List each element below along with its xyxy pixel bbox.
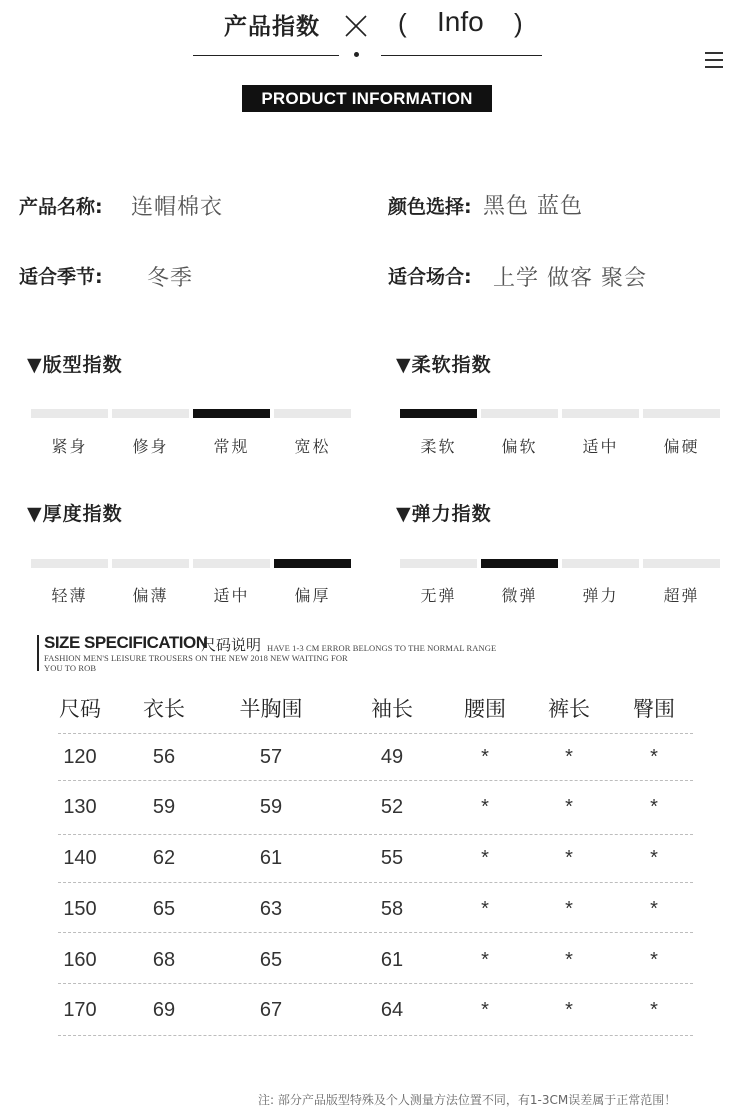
footer-note: 注: 部分产品版型特殊及个人测量方法位置不同，有1-3CM误差属于正常范围！ bbox=[258, 1093, 677, 1107]
table-cell: * bbox=[650, 796, 658, 818]
index-bar-selected bbox=[481, 559, 558, 568]
index-option-label: 偏薄 bbox=[132, 586, 169, 605]
page-title: 产品指数 bbox=[224, 14, 320, 40]
index-option-label: 紧身 bbox=[51, 437, 88, 456]
occasion-value: 上学 做客 聚会 bbox=[493, 266, 647, 291]
index-option-label: 弹力 bbox=[582, 586, 619, 605]
table-cell: * bbox=[650, 949, 658, 971]
index-bar bbox=[193, 559, 270, 568]
spec-title-en: SIZE SPECIFICATION bbox=[44, 633, 208, 652]
table-cell: * bbox=[650, 847, 658, 869]
table-cell: * bbox=[565, 746, 573, 768]
table-cell: * bbox=[481, 746, 489, 768]
index-bar bbox=[274, 409, 351, 418]
index-bar bbox=[112, 409, 189, 418]
color-value: 黑色 蓝色 bbox=[483, 194, 583, 219]
table-cell: 120 bbox=[63, 746, 97, 768]
header-divider-left bbox=[193, 55, 339, 56]
table-cell: * bbox=[481, 847, 489, 869]
table-cell: 52 bbox=[380, 796, 404, 818]
index-bar-selected bbox=[193, 409, 270, 418]
table-cell: * bbox=[650, 746, 658, 768]
table-cell: * bbox=[650, 898, 658, 920]
index-bar bbox=[562, 559, 639, 568]
table-row-divider bbox=[58, 780, 693, 781]
index-bar bbox=[112, 559, 189, 568]
index-bar bbox=[643, 409, 720, 418]
index-option-label: 柔软 bbox=[420, 437, 457, 456]
season-value: 冬季 bbox=[147, 266, 194, 291]
header-divider-right bbox=[381, 55, 542, 56]
index-bar bbox=[31, 559, 108, 568]
table-cell: 140 bbox=[63, 847, 97, 869]
table-cell: * bbox=[650, 999, 658, 1021]
table-header-cell: 衣长 bbox=[143, 697, 185, 721]
table-cell: 65 bbox=[259, 949, 283, 971]
table-cell: * bbox=[481, 999, 489, 1021]
index-option-label: 轻薄 bbox=[51, 586, 88, 605]
table-cell: * bbox=[565, 898, 573, 920]
table-cell: 130 bbox=[63, 796, 97, 818]
table-row-divider bbox=[58, 834, 693, 835]
table-cell: 69 bbox=[152, 999, 176, 1021]
table-cell: 49 bbox=[380, 746, 404, 768]
spec-title-cn: 尺码说明 bbox=[201, 636, 262, 654]
header-info-label: Info bbox=[437, 6, 484, 37]
index-option-label: 修身 bbox=[132, 437, 169, 456]
index-bar-selected bbox=[274, 559, 351, 568]
table-cell: 63 bbox=[259, 898, 283, 920]
name-value: 连帽棉衣 bbox=[131, 195, 224, 220]
index-title: ▼厚度指数 bbox=[27, 503, 123, 525]
header-divider-dot bbox=[354, 52, 359, 57]
table-cell: * bbox=[565, 999, 573, 1021]
season-label: 适合季节: bbox=[19, 266, 103, 288]
index-option-label: 偏软 bbox=[501, 437, 538, 456]
table-cell: 67 bbox=[259, 999, 283, 1021]
table-cell: 55 bbox=[380, 847, 404, 869]
table-cell: 160 bbox=[63, 949, 97, 971]
index-option-label: 超弹 bbox=[663, 586, 700, 605]
table-cell: 150 bbox=[63, 898, 97, 920]
spec-note-2: FASHION MEN'S LEISURE TROUSERS ON THE NEW 2018 NEW WAITING FOR bbox=[44, 653, 348, 663]
table-cell: * bbox=[565, 796, 573, 818]
color-label: 颜色选择: bbox=[388, 196, 472, 218]
table-row-divider bbox=[58, 882, 693, 883]
index-bar bbox=[643, 559, 720, 568]
paren-open: ( bbox=[398, 8, 407, 38]
index-bar bbox=[481, 409, 558, 418]
table-cell: 62 bbox=[152, 847, 176, 869]
table-row-divider bbox=[58, 733, 693, 734]
table-row-divider bbox=[58, 1035, 693, 1036]
table-cell: 61 bbox=[259, 847, 283, 869]
table-cell: 56 bbox=[152, 746, 176, 768]
table-header-cell: 尺码 bbox=[59, 697, 101, 721]
spec-accent-bar bbox=[37, 635, 39, 671]
table-header-cell: 臀围 bbox=[633, 697, 675, 721]
table-row-divider bbox=[58, 983, 693, 984]
index-option-label: 无弹 bbox=[420, 586, 457, 605]
index-option-label: 常规 bbox=[213, 437, 250, 456]
paren-close: ) bbox=[514, 8, 523, 38]
index-option-label: 宽松 bbox=[294, 437, 331, 456]
index-title: ▼版型指数 bbox=[27, 354, 123, 376]
index-option-label: 偏厚 bbox=[294, 586, 331, 605]
index-option-label: 微弹 bbox=[501, 586, 538, 605]
table-cell: 65 bbox=[152, 898, 176, 920]
index-title: ▼弹力指数 bbox=[396, 503, 492, 525]
spec-note-3: YOU TO ROB bbox=[44, 663, 97, 673]
table-header-cell: 裤长 bbox=[548, 697, 590, 721]
index-bar-selected bbox=[400, 409, 477, 418]
spec-note-1: HAVE 1-3 CM ERROR BELONGS TO THE NORMAL RANGE bbox=[267, 643, 497, 653]
table-cell: 57 bbox=[259, 746, 283, 768]
index-option-label: 偏硬 bbox=[663, 437, 700, 456]
table-cell: 61 bbox=[380, 949, 404, 971]
table-cell: 64 bbox=[380, 999, 404, 1021]
table-header-cell: 袖长 bbox=[371, 697, 413, 721]
table-cell: 59 bbox=[152, 796, 176, 818]
table-cell: * bbox=[565, 949, 573, 971]
index-bar bbox=[31, 409, 108, 418]
name-label: 产品名称: bbox=[19, 196, 103, 218]
close-x-icon bbox=[342, 12, 370, 40]
index-bar bbox=[400, 559, 477, 568]
table-cell: * bbox=[481, 898, 489, 920]
index-option-label: 适中 bbox=[213, 586, 250, 605]
table-cell: 58 bbox=[380, 898, 404, 920]
table-header-cell: 半胸围 bbox=[239, 697, 303, 721]
table-cell: 170 bbox=[63, 999, 97, 1021]
occasion-label: 适合场合: bbox=[388, 266, 472, 288]
table-cell: 68 bbox=[152, 949, 176, 971]
table-header-cell: 腰围 bbox=[464, 697, 506, 721]
table-cell: * bbox=[565, 847, 573, 869]
table-cell: 59 bbox=[259, 796, 283, 818]
index-option-label: 适中 bbox=[582, 437, 619, 456]
table-row-divider bbox=[58, 932, 693, 933]
menu-icon[interactable] bbox=[705, 52, 723, 68]
table-cell: * bbox=[481, 949, 489, 971]
product-information-badge: PRODUCT INFORMATION bbox=[242, 85, 492, 112]
index-title: ▼柔软指数 bbox=[396, 354, 492, 376]
table-cell: * bbox=[481, 796, 489, 818]
index-bar bbox=[562, 409, 639, 418]
